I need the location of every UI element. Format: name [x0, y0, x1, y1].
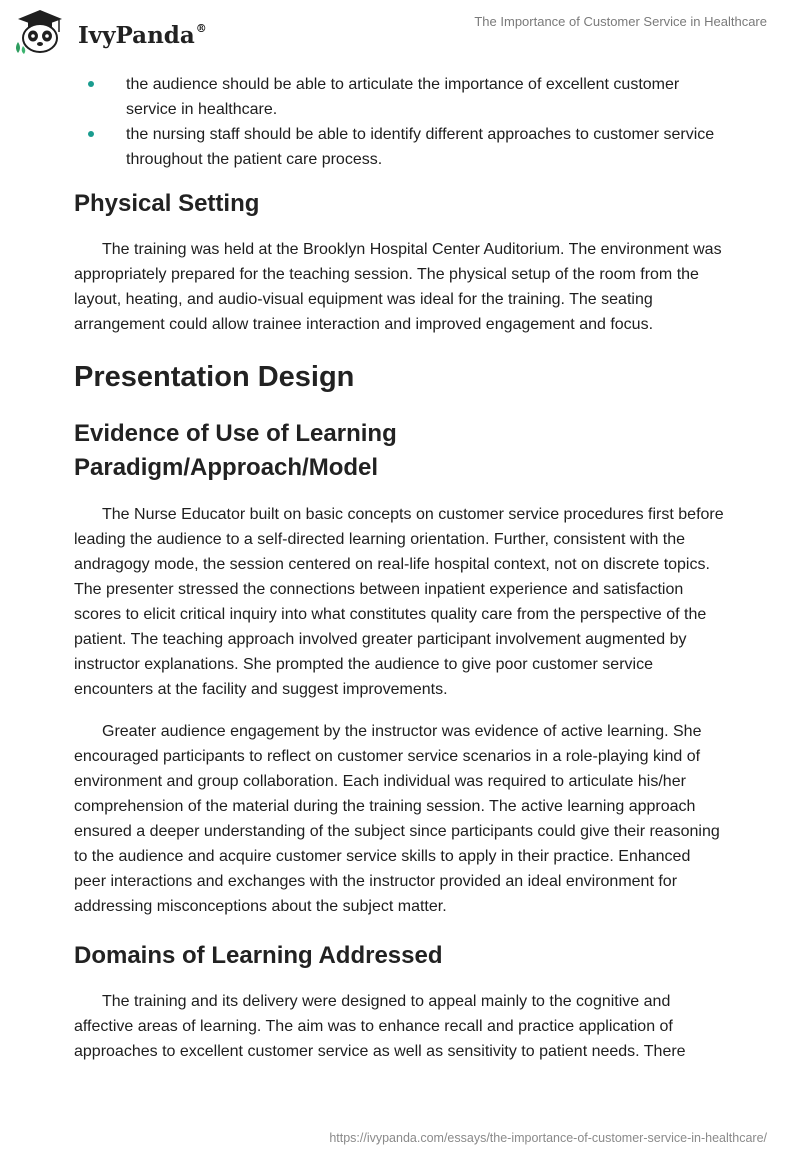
bullet-icon	[88, 81, 94, 87]
list-item	[74, 122, 724, 172]
list-item	[74, 72, 724, 122]
paragraph-evidence-1: The Nurse Educator built on basic concepts on customer service procedures first before leading the audience to a self-directed learning orientation. Further, consistent with the andragogy mode, the session centered on real-life hospital context, not on discrete topics. The presenter stressed the connections between inpatient experience and satisfaction scores to elicit critical inquiry into what constitutes quality care from the perspective of the patient. The teaching approach involved greater participant involvement augmented by instructor explanations. She prompted the audience to give poor customer service encounters at the facility and suggest improvements.	[74, 506, 724, 698]
heading-evidence-line1: Evidence of Use of Learning	[74, 420, 397, 447]
heading-evidence	[74, 417, 724, 485]
objectives-list	[74, 72, 724, 172]
brand-logo[interactable]	[14, 8, 207, 54]
page-header	[0, 0, 800, 70]
document-title: The Importance of Customer Service in Healthcare	[474, 14, 767, 29]
list-item-text: the nursing staff should be able to identify different approaches to customer service throughout the patient care process.	[126, 126, 715, 168]
heading-evidence-line2: Paradigm/Approach/Model	[74, 454, 379, 481]
bullet-icon	[88, 131, 94, 137]
paragraph-physical-setting: The training was held at the Brooklyn Hospital Center Auditorium. The environment was appropriately prepared for the teaching session. The physical setup of the room from the layout, heating, and audio-visual equipment was ideal for the training. The seating arrangement could allow trainee interaction and improved engagement and focus.	[74, 241, 722, 333]
paragraph-domains: The training and its delivery were designed to appeal mainly to the cognitive and affective areas of learning. The aim was to enhance recall and practice application of approaches to excellent customer service as well as sensitivity to patient needs. There	[74, 993, 686, 1060]
paragraph-evidence-2: Greater audience engagement by the instructor was evidence of active learning. She encouraged participants to reflect on customer service scenarios in a role-playing kind of environment and group collaboration. Each individual was required to articulate his/her comprehension of the material during the training session. The active learning approach ensured a deeper understanding of the subject since participants could give their reasoning to the audience and acquire customer service skills to apply in their practice. Enhanced peer interactions and exchanges with the instructor provided an ideal environment for addressing misconceptions about the subject matter.	[74, 723, 720, 915]
essay-content	[74, 72, 724, 1064]
heading-presentation-design: Presentation Design	[74, 361, 355, 393]
heading-domains: Domains of Learning Addressed	[74, 942, 443, 969]
heading-physical-setting: Physical Setting	[74, 190, 260, 217]
brand-name: IvyPanda®	[78, 22, 207, 49]
source-url-link[interactable]: https://ivypanda.com/essays/the-importance-of-customer-service-in-healthcare/	[329, 1131, 767, 1145]
panda-logo-icon	[14, 8, 66, 54]
list-item-text: the audience should be able to articulate the importance of excellent customer service in healthcare.	[126, 76, 680, 118]
